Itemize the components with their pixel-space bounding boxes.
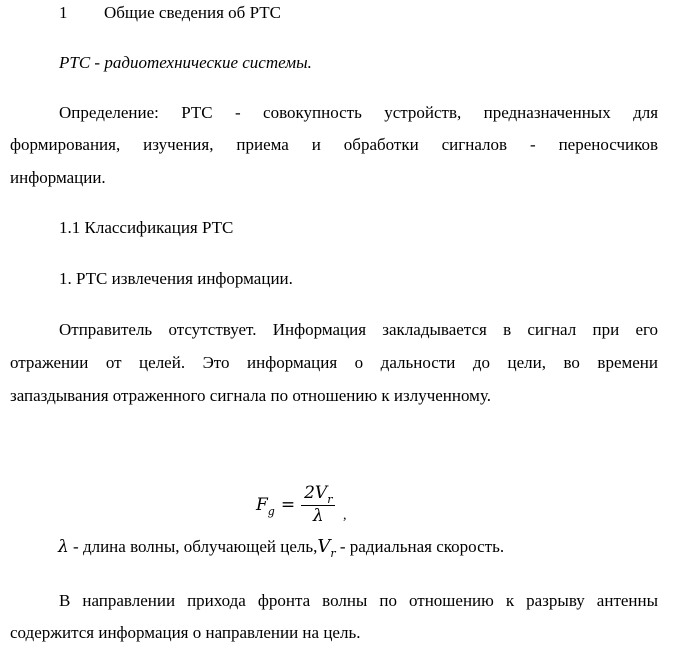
heading-title: Общие сведения об РТС xyxy=(104,3,281,22)
word: до xyxy=(472,353,491,372)
word: предназначенных xyxy=(483,103,611,122)
word: сигналов xyxy=(441,135,508,154)
word: к xyxy=(505,591,515,610)
formula-fraction xyxy=(301,484,335,525)
lambda-symbol: λ xyxy=(58,537,69,557)
v-description: - радиальная скорость. xyxy=(335,537,505,556)
word: времени xyxy=(597,353,658,372)
word: - xyxy=(529,135,536,154)
word: информация xyxy=(247,353,338,372)
word: Определение: xyxy=(59,103,159,122)
word: приема xyxy=(236,135,289,154)
word: при xyxy=(592,320,620,339)
word: формирования, xyxy=(10,135,121,154)
word: сигнал xyxy=(527,320,577,339)
formula-lhs: $F_g$ xyxy=(256,494,275,518)
word: Это xyxy=(202,353,230,372)
word: прихода xyxy=(187,591,246,610)
word: совокупность xyxy=(263,103,362,122)
formula-denominator: λ xyxy=(312,506,324,526)
word: разрыву xyxy=(526,591,585,610)
word: РТС xyxy=(181,103,213,122)
definition-line-2 xyxy=(10,134,658,156)
word: изучения, xyxy=(143,135,214,154)
paragraph-2-line-3: запаздывания отраженного сигнала по отношению к излученному. xyxy=(10,386,491,405)
v-symbol: $V_r$ xyxy=(317,536,336,560)
word: целей. xyxy=(139,353,186,372)
word: Информация xyxy=(272,320,367,339)
word: цели, xyxy=(507,353,546,372)
word: антенны xyxy=(596,591,659,610)
word: дальности xyxy=(380,353,456,372)
legend-line xyxy=(58,536,504,560)
doppler-formula xyxy=(256,484,335,525)
word: по xyxy=(379,591,397,610)
word: Отправитель xyxy=(59,320,153,339)
word: от xyxy=(105,353,122,372)
paragraph-3-line-1 xyxy=(59,590,658,612)
heading-number: 1 xyxy=(59,3,68,22)
word: волны xyxy=(322,591,368,610)
definition-line-1 xyxy=(59,102,658,124)
word: отражении xyxy=(10,353,89,372)
section-heading: 1.1 Классификация РТС xyxy=(59,218,234,237)
word: в xyxy=(503,320,512,339)
word: для xyxy=(633,103,659,122)
formula-equals: = xyxy=(280,494,296,515)
word: его xyxy=(635,320,659,339)
formula-numerator: $2V_r$ xyxy=(301,484,335,506)
word: закладывается xyxy=(382,320,487,339)
paragraph-3-line-2: содержится информация о направлении на цель. xyxy=(10,623,361,642)
formula-trailing-mark: , xyxy=(343,508,347,523)
word: переносчиков xyxy=(558,135,659,154)
paragraph-2-line-2 xyxy=(10,352,658,374)
word: отношению xyxy=(409,591,494,610)
list-item: 1. РТС извлечения информации. xyxy=(59,269,293,288)
word: направлении xyxy=(82,591,176,610)
paragraph-2-line-1 xyxy=(59,319,658,341)
lambda-description: - длина волны, облучающей цель, xyxy=(68,537,318,556)
word: обработки xyxy=(343,135,419,154)
word: устройств, xyxy=(384,103,462,122)
word: отсутствует. xyxy=(168,320,257,339)
word: В xyxy=(59,591,71,610)
subtitle: РТС - радиотехнические системы. xyxy=(59,53,312,72)
word: - xyxy=(235,103,241,122)
word: во xyxy=(563,353,580,372)
word: о xyxy=(354,353,364,372)
word: фронта xyxy=(257,591,311,610)
definition-line-3: информации. xyxy=(10,168,106,187)
word: и xyxy=(311,135,321,154)
